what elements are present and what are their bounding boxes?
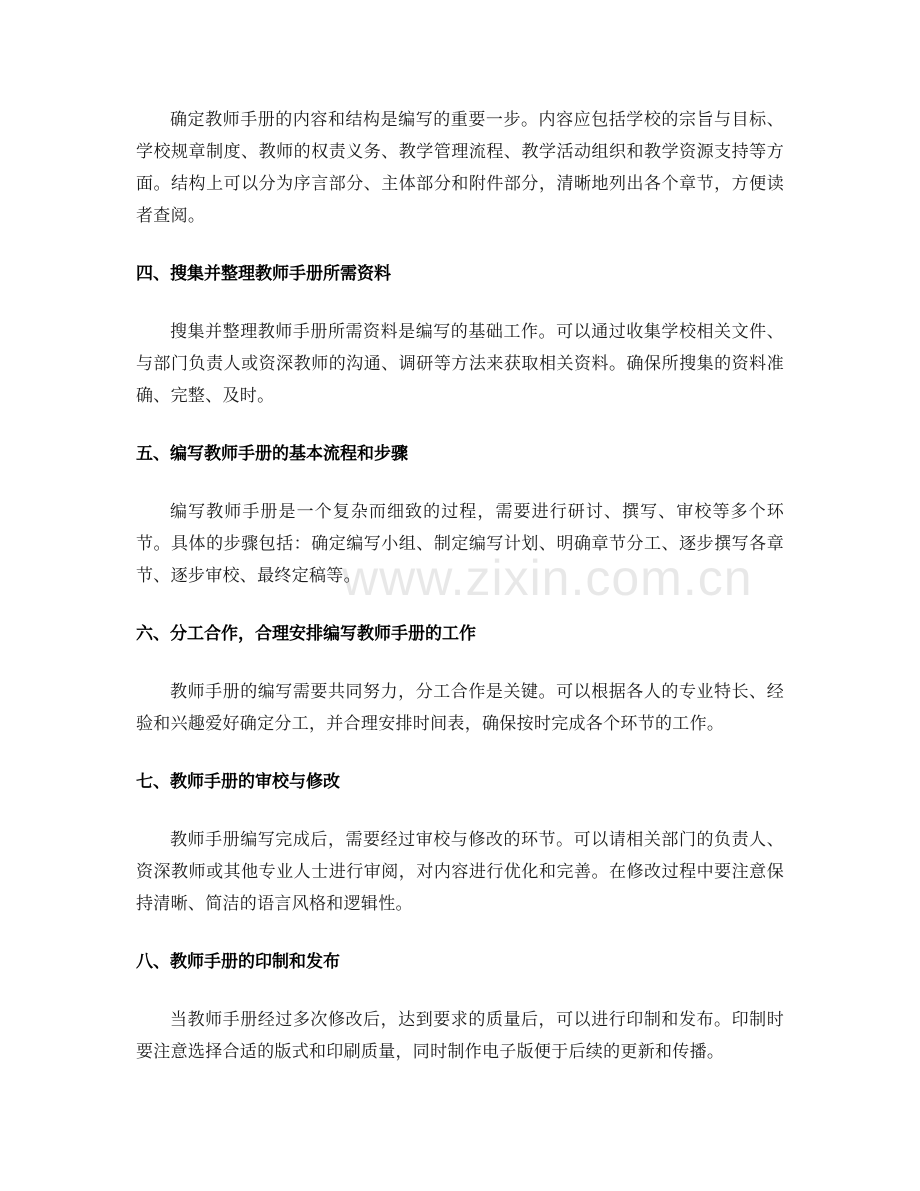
- section-heading-5: 五、编写教师手册的基本流程和步骤: [136, 444, 408, 464]
- document-page: [136, 104, 784, 1068]
- section-body-5: 编写教师手册是一个复杂而细致的过程，需要进行研讨、撰写、审校等多个环节。具体的步骤包括：确定编写小组、制定编写计划、明确章节分工、逐步撰写各章节、逐步审校、最终定稿等。: [136, 502, 784, 586]
- watermark: www.zixin.com.cn: [342, 550, 753, 606]
- section-heading-7: 七、教师手册的审校与修改: [136, 772, 340, 792]
- section-heading-4: 四、搜集并整理教师手册所需资料: [136, 264, 391, 284]
- section-body-8: 当教师手册经过多次修改后，达到要求的质量后，可以进行印制和发布。印制时要注意选择合适的版式和印刷质量，同时制作电子版便于后续的更新和传播。: [136, 1010, 784, 1062]
- intro-paragraph: 确定教师手册的内容和结构是编写的重要一步。内容应包括学校的宗旨与目标、学校规章制度、教师的权责义务、教学管理流程、教学活动组织和教学资源支持等方面。结构上可以分为序言部分、主体部分和附件部分，清晰地列出各个章节，方便读者查阅。: [136, 110, 784, 226]
- section-body-7: 教师手册编写完成后，需要经过审校与修改的环节。可以请相关部门的负责人、资深教师或其他专业人士进行审阅，对内容进行优化和完善。在修改过程中要注意保持清晰、简洁的语言风格和逻辑性。: [136, 830, 784, 914]
- section-body-6: 教师手册的编写需要共同努力，分工合作是关键。可以根据各人的专业特长、经验和兴趣爱好确定分工，并合理安排时间表，确保按时完成各个环节的工作。: [136, 682, 784, 734]
- section-heading-6: 六、分工合作，合理安排编写教师手册的工作: [136, 624, 476, 644]
- section-heading-8: 八、教师手册的印制和发布: [136, 952, 340, 972]
- section-body-4: 搜集并整理教师手册所需资料是编写的基础工作。可以通过收集学校相关文件、与部门负责人或资深教师的沟通、调研等方法来获取相关资料。确保所搜集的资料准确、完整、及时。: [136, 322, 784, 406]
